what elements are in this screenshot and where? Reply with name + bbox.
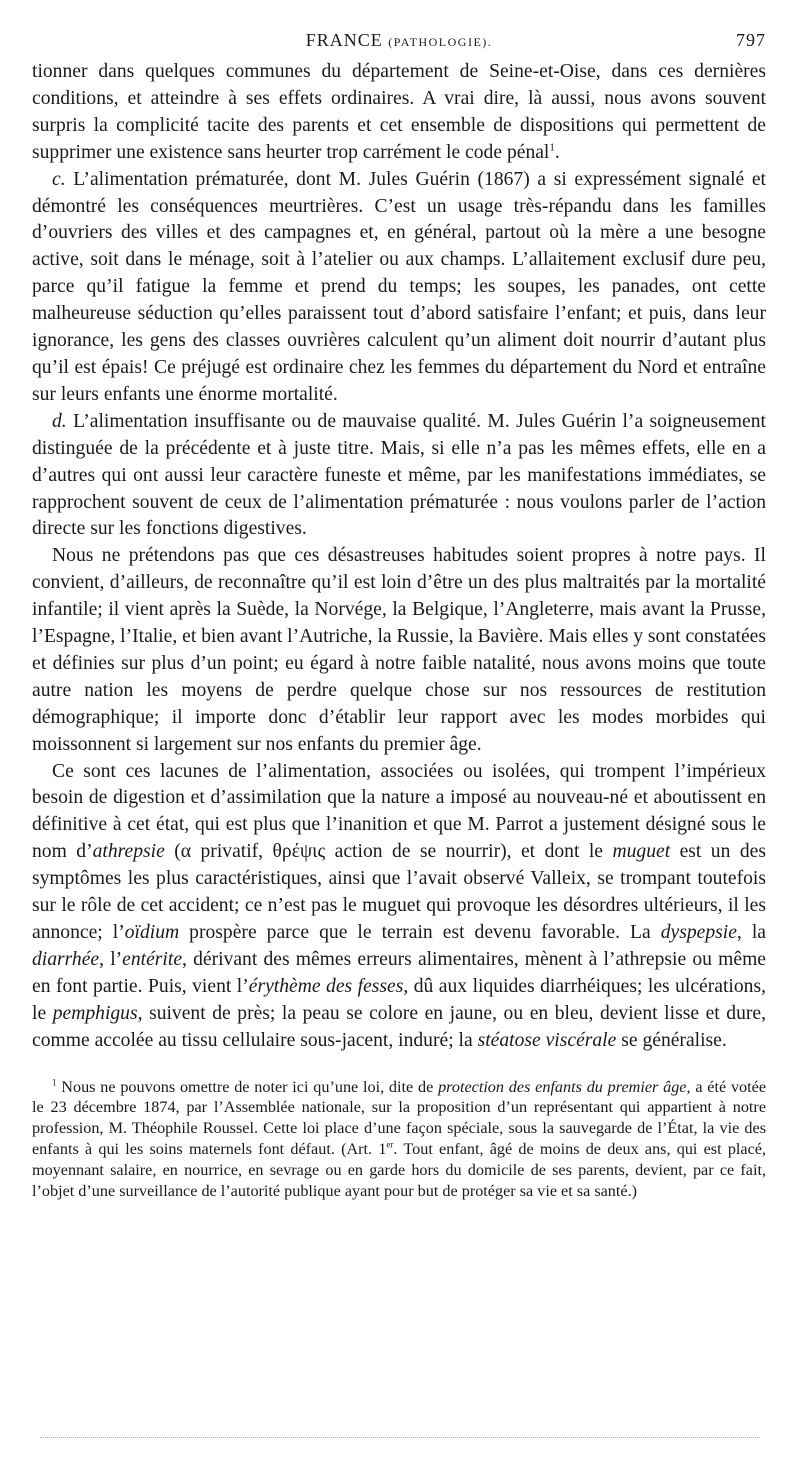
footnote-text-b: , a été votée le 23 décembre 1874, par l’Assemblée nationale, sur la proposition d’un représentant qui appartient à notre profession, M. Théophile Roussel. Cette loi place d’une façon spéciale, sous la sauvegarde de l’État, la vie des enfants à qui les soins maternels font défaut. (Art. 1 <box>32 1077 766 1159</box>
bottom-rule <box>40 1437 760 1439</box>
p5-text-h: , dû aux liquides diarrhéiques; les ulcérations, le <box>32 975 766 1024</box>
footnote-marker: 1 <box>52 1077 57 1088</box>
paragraph-d-text: L’alimentation insuffisante ou de mauvaise qualité. M. Jules Guérin l’a soigneusement distinguée de la précédente et à juste titre. Mais, si elle n’a pas les mêmes effets, elle en a d’autres qui ont aussi leur caractère funeste et même, par les manifestations immédiates, se rapprochent souvent de ceux de l’alimentation prématurée : nous voulons parler de l’action directe sur les fonctions digestives. <box>32 410 766 540</box>
footnote-text-c: . Tout enfant, âgé de moins de deux ans, qui est placé, moyennant salaire, en nourrice, en sevrage ou en garde hors du domicile de ses parents, devient, par ce fait, l’objet d’une surveillance de l’autorité publique ayant pour but de protéger sa vie et sa santé.) <box>32 1140 767 1201</box>
body-text <box>32 59 766 1055</box>
p5-text-e: , la <box>736 922 766 943</box>
term-muguet: muguet <box>612 841 671 863</box>
paragraph-c-text: L’alimentation prématurée, dont M. Jules Guérin (1867) a si expressément signalé et démontré les conséquences meurtrières. C’est un usage très-répandu dans les familles d’ouvriers des villes et des campagnes et, en général, partout où la mère a une besogne active, soit dans le ménage, soit à l’atelier ou aux champs. L’allaitement exclusif dure peu, parce qu’il fatigue la femme et prend du temps; les soupes, les panades, ont cette malheureuse séduction qu’elles paraissent tout d’abord satisfaire l’enfant; et puis, dans leur ignorance, les gens des classes ouvrières calculent qu’un aliment doit nourrir d’autant plus qu’il est épais! Ce préjugé est ordinaire chez les femmes du département du Nord et entraîne sur leurs enfants une énorme mortalité. <box>32 168 766 405</box>
item-label-c: c. <box>52 168 66 190</box>
paragraph-1-end: . <box>554 141 560 163</box>
paragraph-5 <box>32 759 766 1055</box>
footnote-sup-er: er <box>386 1139 394 1150</box>
term-steatose: stéatose viscérale <box>477 1029 617 1051</box>
running-header <box>32 26 766 56</box>
p5-text-i: , suivent de près; la peau se colore en jaune, ou en bleu, devient lisse et dure, comme accolée au tissu cellulaire sous-jacent, induré; la <box>32 1002 766 1051</box>
item-label-d: d. <box>52 410 67 432</box>
term-pemphigus: pemphigus <box>52 1002 138 1024</box>
p5-text-a: Ce sont ces lacunes de l’alimentation, associées ou isolées, qui trompent l’impérieux besoin de digestion et d’assimilation que la nature a imposé au nouveau-né et aboutissent en définitive à cet état, qui est plus que l’inanition et que M. Parrot a justement désigné sous le nom d’ <box>32 760 766 863</box>
term-diarrhee: diarrhée <box>32 948 100 970</box>
paragraph-c <box>32 167 766 409</box>
document-page <box>32 26 766 1202</box>
header-title <box>32 30 766 51</box>
term-erytheme: érythème des fesses <box>248 975 404 997</box>
p5-text-g: , dérivant des mêmes erreurs alimentaires, mènent à l’athrepsie ou même en font partie. Puis, vient l’ <box>32 948 767 997</box>
paragraph-1 <box>32 59 766 167</box>
p5-text-b: (α privatif, θρέψις action de se nourrir), et dont le <box>164 841 613 863</box>
footnote-text-a: Nous ne pouvons omettre de noter ici qu’une loi, dite de <box>56 1077 439 1096</box>
header-title-main: FRANCE <box>305 30 383 50</box>
p5-text-f: , l’ <box>99 948 123 970</box>
page-number: 797 <box>736 30 766 50</box>
footnote <box>32 1077 766 1202</box>
p5-text-j: se généralise. <box>616 1029 727 1051</box>
term-oidium: oïdium <box>124 922 180 943</box>
term-dyspepsie: dyspepsie <box>660 922 737 943</box>
footnote-law-title: protection des enfants du premier âge <box>438 1077 687 1096</box>
p5-text-d: prospère parce que le terrain est devenu favorable. La <box>179 922 661 943</box>
paragraph-4: Nous ne prétendons pas que ces désastreuses habitudes soient propres à notre pays. Il convient, d’ailleurs, de reconnaître qu’il est loin d’être un des plus maltraités par la mortalité infantile; il vient après la Suède, la Norvége, la Belgique, l’Angleterre, mais avant la Prusse, l’Espagne, l’Italie, et bien avant l’Autriche, la Russie, la Bavière. Mais elles y sont constatées et définies sur plus d’un point; eu égard à notre faible natalité, nous avons moins que toute autre nation les moyens de perdre quelque chose sur nos ressources de restitution démographique; il importe donc d’établir leur rapport avec les modes morbides qui moissonnent si largement sur nos enfants du premier âge. <box>32 545 766 755</box>
paragraph-1-text: tionner dans quelques communes du département de Seine-et-Oise, dans ces dernières conditions, et atteindre à ses effets ordinaires. A vrai dire, là aussi, nous avons souvent surpris la complicité tacite des parents et cet ensemble de dispositions qui permettent de supprimer une existence sans heurter trop carrément le code pénal <box>32 61 766 163</box>
footnote-ref: 1 <box>549 141 555 154</box>
term-athrepsie: athrepsie <box>92 841 165 863</box>
term-enterite: entérite <box>122 948 183 970</box>
header-title-sub: (PATHOLOGIE). <box>388 35 493 49</box>
paragraph-d <box>32 409 766 544</box>
p5-text-c: est un des symptômes les plus caractéristiques, ainsi que l’avait observé Valleix, se trompant toutefois sur le rôle de cet accident; ce n’est pas le muguet qui provoque les désordres ultérieurs, il les annonce; l’ <box>32 841 766 943</box>
